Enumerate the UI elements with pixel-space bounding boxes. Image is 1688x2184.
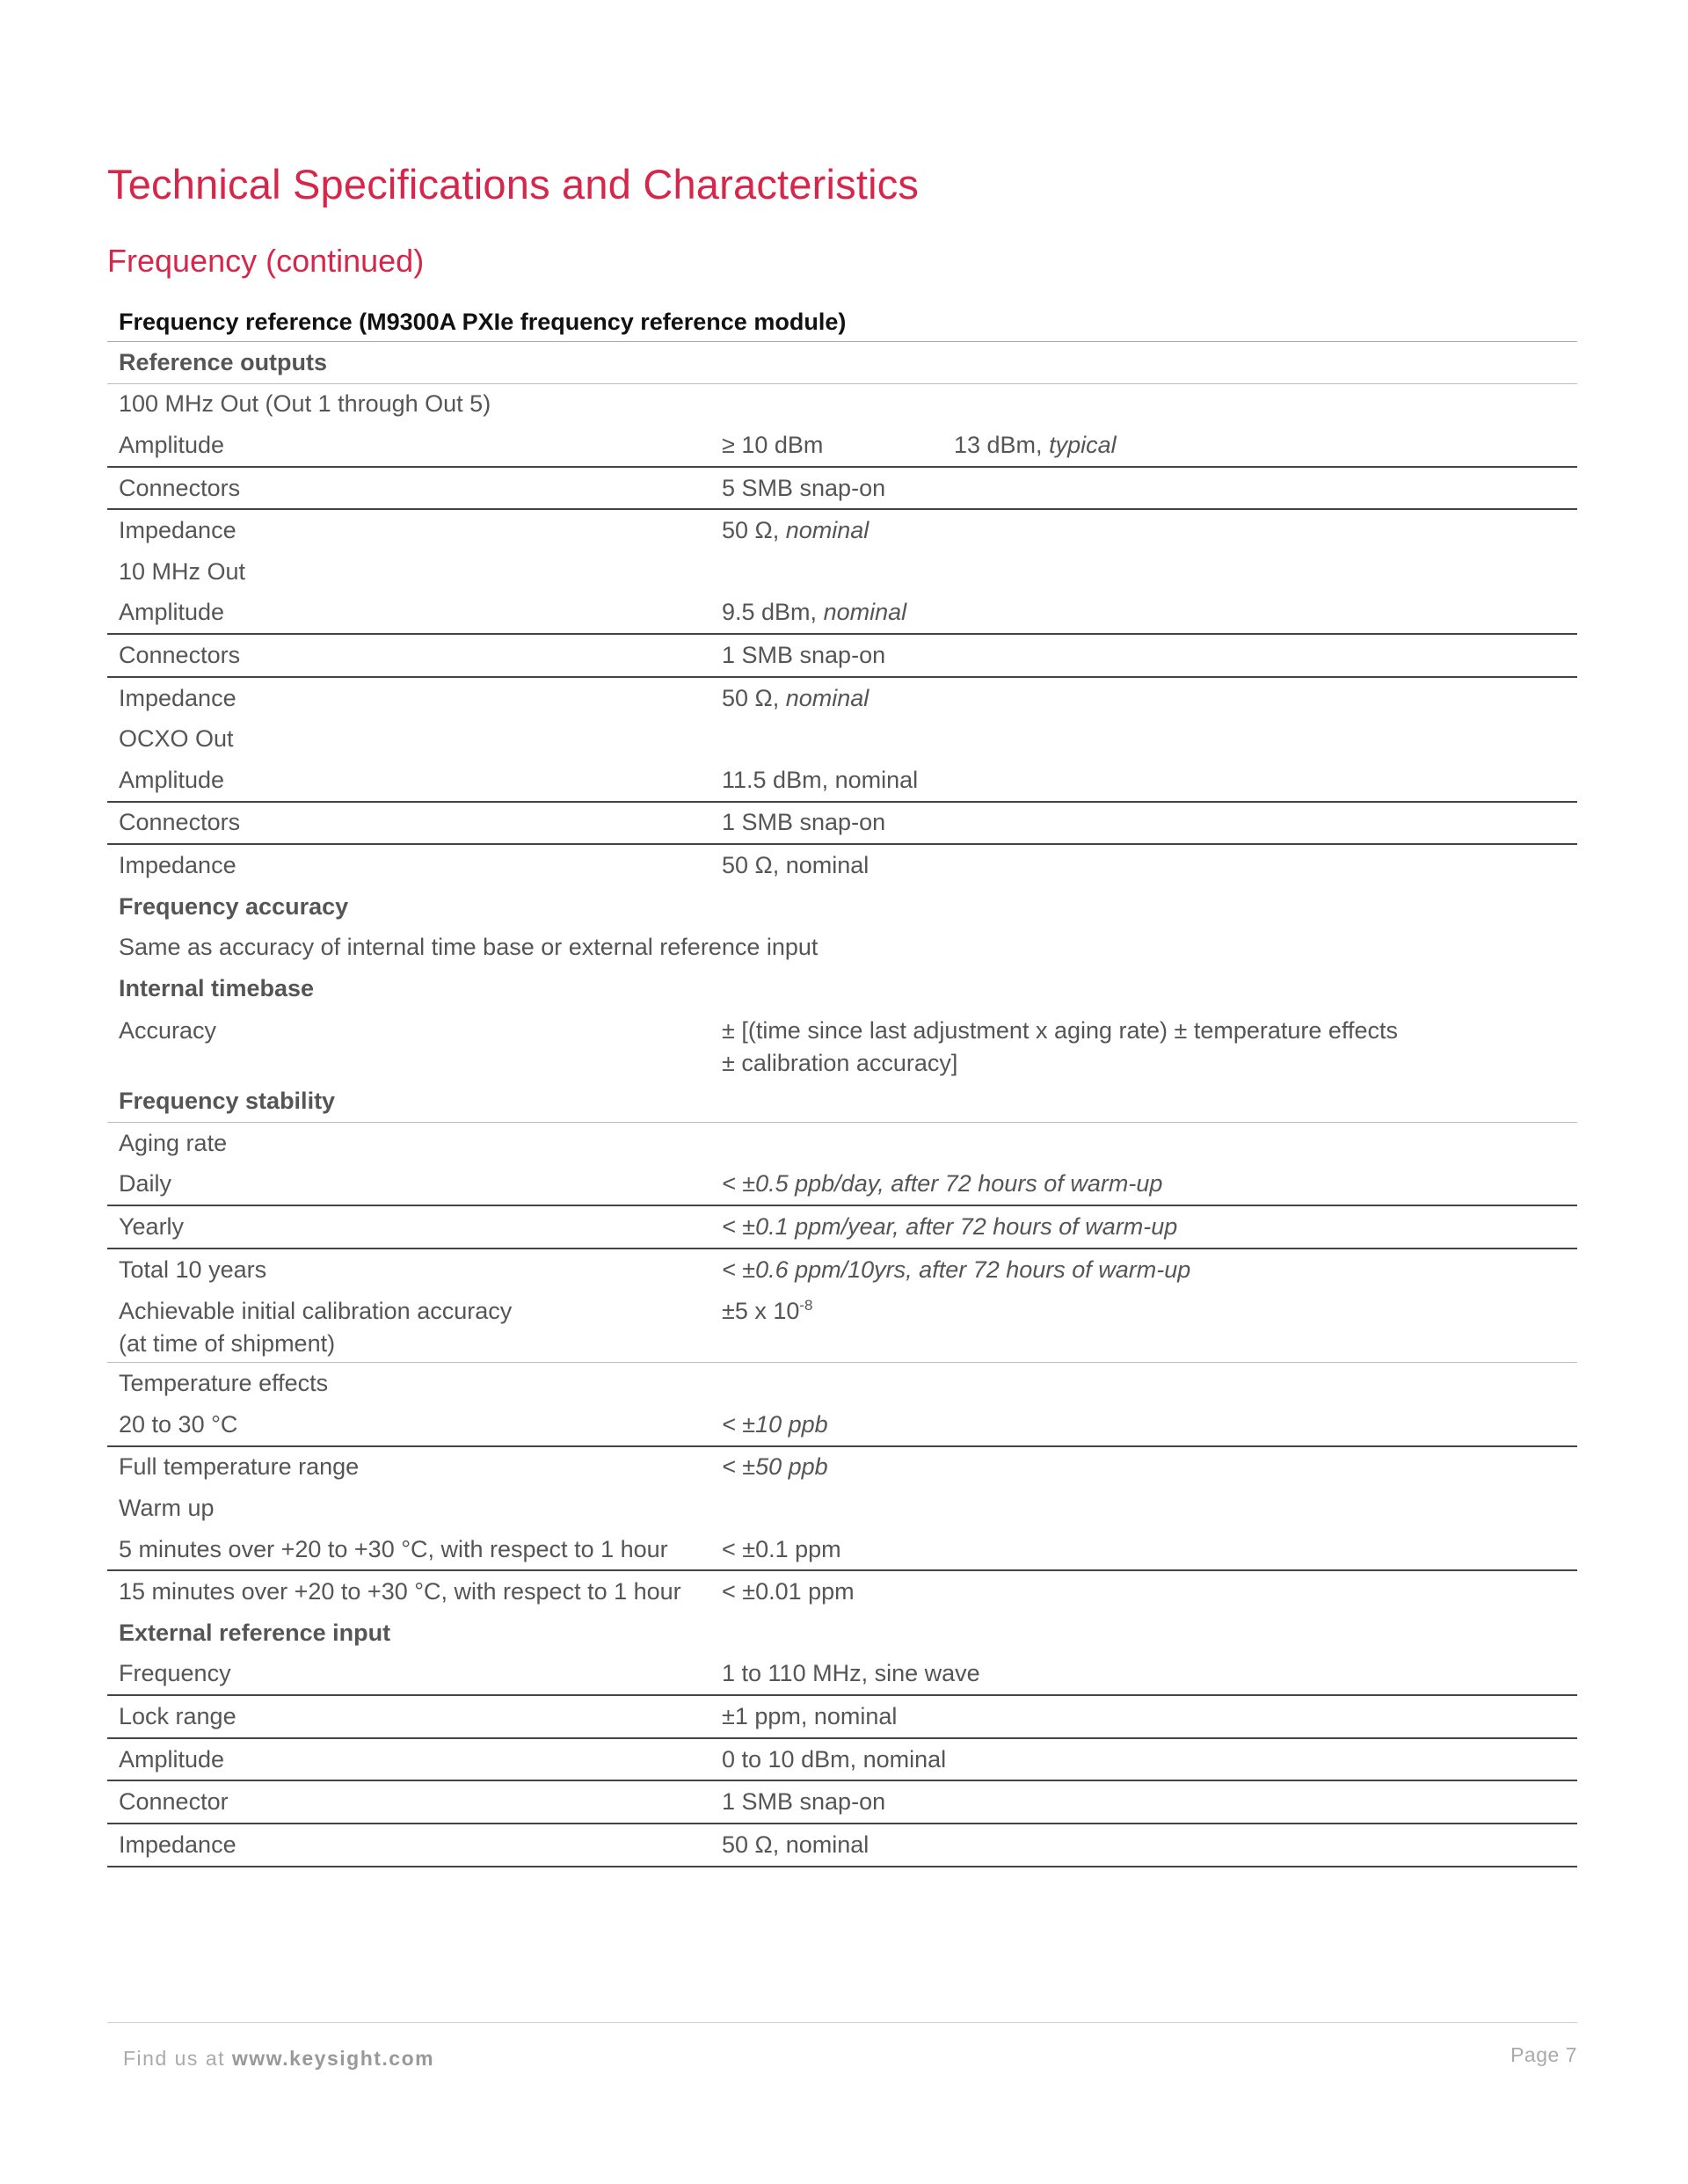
row-label: Accuracy bbox=[119, 1016, 217, 1044]
spec-table bbox=[107, 302, 1577, 1867]
table-row bbox=[107, 383, 1577, 425]
row-value: < ±0.1 ppm bbox=[710, 1529, 1577, 1571]
table-row bbox=[107, 927, 1577, 968]
row-label: 20 to 30 °C bbox=[107, 1404, 710, 1446]
row-label: Impedance bbox=[119, 851, 236, 878]
table-row bbox=[107, 886, 1577, 928]
table-row bbox=[107, 1290, 1577, 1363]
value-text: ±5 x 10 bbox=[722, 1298, 800, 1325]
table-row bbox=[107, 1695, 1577, 1738]
row-label: Full temperature range bbox=[119, 1453, 360, 1481]
page-number: Page 7 bbox=[1510, 2043, 1577, 2066]
table-row bbox=[107, 1205, 1577, 1249]
row-label: Total 10 years bbox=[119, 1256, 267, 1283]
row-label: Daily bbox=[107, 1164, 710, 1206]
table-row bbox=[107, 509, 1577, 551]
table-row bbox=[107, 718, 1577, 760]
row-value: < ±0.5 ppb/day, after 72 hours of warm-up bbox=[710, 1164, 1577, 1206]
table-row bbox=[107, 467, 1577, 510]
section-heading-reference-outputs: Reference outputs bbox=[107, 342, 1577, 384]
row-value bbox=[710, 677, 1577, 719]
footer-url-link[interactable]: www.keysight.com bbox=[231, 2047, 435, 2070]
table-row bbox=[107, 1081, 1577, 1123]
row-value: 11.5 dBm, nominal bbox=[710, 760, 1577, 802]
row-value: < ±0.01 ppm bbox=[722, 1578, 855, 1605]
table-row bbox=[107, 1363, 1577, 1404]
table-row bbox=[107, 760, 1577, 802]
table-row bbox=[107, 1780, 1577, 1824]
footer-find-text: Find us at bbox=[123, 2047, 232, 2070]
row-value: < ±0.1 ppm/year, after 72 hours of warm-up bbox=[710, 1205, 1577, 1249]
table-row bbox=[107, 1570, 1577, 1613]
table-row bbox=[107, 677, 1577, 719]
typical-value: 13 dBm, bbox=[954, 431, 1050, 458]
value-text: 50 Ω, bbox=[722, 684, 786, 711]
group-label: 100 MHz Out (Out 1 through Out 5) bbox=[119, 390, 491, 418]
section-heading-external-reference: External reference input bbox=[119, 1619, 391, 1646]
table-row bbox=[107, 1613, 1577, 1654]
table-row bbox=[107, 1249, 1577, 1291]
group-label: Aging rate bbox=[119, 1129, 228, 1156]
row-label: Connector bbox=[107, 1780, 710, 1824]
row-value: ±1 ppm, nominal bbox=[710, 1695, 1577, 1738]
value-text: 9.5 dBm, bbox=[722, 599, 824, 626]
table-row bbox=[107, 1738, 1577, 1781]
table-row bbox=[107, 342, 1577, 384]
row-label: Impedance bbox=[119, 684, 236, 711]
table-row bbox=[107, 1009, 1577, 1081]
table-row bbox=[107, 551, 1577, 593]
row-label: Amplitude bbox=[107, 425, 710, 467]
row-label bbox=[107, 1290, 710, 1363]
table-row bbox=[107, 1529, 1577, 1571]
row-label: Yearly bbox=[107, 1205, 710, 1249]
table-caption: Frequency reference (M9300A PXIe frequency reference module) bbox=[107, 302, 1577, 342]
row-value: 5 SMB snap-on bbox=[710, 467, 1577, 510]
value-qualifier: nominal bbox=[823, 599, 907, 626]
table-row bbox=[107, 634, 1577, 677]
row-value: 50 Ω, nominal bbox=[722, 851, 869, 878]
row-value: < ±0.6 ppm/10yrs, after 72 hours of warm-up bbox=[722, 1256, 1191, 1283]
value-exponent: -8 bbox=[799, 1297, 813, 1314]
document-page bbox=[107, 0, 1577, 2184]
value-qualifier: nominal bbox=[785, 684, 869, 711]
table-row bbox=[107, 844, 1577, 886]
section-subtitle: Frequency (continued) bbox=[107, 243, 425, 279]
table-row bbox=[107, 1488, 1577, 1529]
typical-qualifier: typical bbox=[1049, 431, 1117, 458]
row-label: Frequency bbox=[107, 1654, 710, 1696]
value-line: ± [(time since last adjustment x aging rate) ± temperature effects bbox=[722, 1016, 1398, 1044]
table-caption-row bbox=[107, 302, 1577, 342]
row-label: Amplitude bbox=[107, 1738, 710, 1781]
row-value: 1 to 110 MHz, sine wave bbox=[710, 1654, 1577, 1696]
row-label: Connectors bbox=[107, 802, 710, 845]
group-label: 10 MHz Out bbox=[119, 557, 246, 585]
section-heading-internal-timebase: Internal timebase bbox=[119, 974, 315, 1001]
section-heading-frequency-stability: Frequency stability bbox=[107, 1081, 1577, 1123]
row-value: 50 Ω, nominal bbox=[710, 1824, 1577, 1867]
row-value: 1 SMB snap-on bbox=[710, 802, 1577, 845]
group-label: OCXO Out bbox=[119, 725, 234, 753]
value-qualifier: nominal bbox=[785, 517, 869, 544]
row-value bbox=[710, 509, 1577, 551]
table-row bbox=[107, 968, 1577, 1009]
row-label: Impedance bbox=[119, 517, 236, 544]
row-value bbox=[710, 1009, 1577, 1081]
table-row bbox=[107, 1404, 1577, 1446]
table-row bbox=[107, 1164, 1577, 1206]
row-label: Connectors bbox=[107, 634, 710, 677]
row-value: < ±10 ppb bbox=[710, 1404, 1577, 1446]
row-value bbox=[710, 1290, 1577, 1363]
footer-find-us bbox=[123, 2047, 434, 2071]
row-label: Amplitude bbox=[107, 593, 710, 635]
table-row bbox=[107, 1446, 1577, 1489]
table-row bbox=[107, 593, 1577, 635]
table-row bbox=[107, 802, 1577, 845]
row-label: Amplitude bbox=[107, 760, 710, 802]
row-value: < ±50 ppb bbox=[722, 1453, 828, 1481]
row-value: 0 to 10 dBm, nominal bbox=[710, 1738, 1577, 1781]
row-value: 1 SMB snap-on bbox=[710, 634, 1577, 677]
value-line: ± calibration accuracy] bbox=[722, 1049, 958, 1076]
footer-divider bbox=[107, 2022, 1577, 2023]
group-label: Warm up bbox=[119, 1495, 215, 1522]
group-label: Temperature effects bbox=[119, 1370, 329, 1397]
section-heading-frequency-accuracy: Frequency accuracy bbox=[119, 892, 349, 920]
row-label: 5 minutes over +20 to +30 °C, with respect to 1 hour bbox=[107, 1529, 710, 1571]
table-row bbox=[107, 1654, 1577, 1696]
row-value: ≥ 10 dBm bbox=[710, 425, 942, 467]
row-value-typical bbox=[942, 425, 1577, 467]
row-label: Impedance bbox=[107, 1824, 710, 1867]
row-value: 1 SMB snap-on bbox=[710, 1780, 1577, 1824]
row-label: Connectors bbox=[107, 467, 710, 510]
table-row bbox=[107, 1123, 1577, 1164]
label-line: (at time of shipment) bbox=[119, 1330, 336, 1358]
page-title: Technical Specifications and Characteristics bbox=[107, 161, 920, 207]
row-text: Same as accuracy of internal time base or external reference input bbox=[119, 934, 819, 961]
row-label: Lock range bbox=[107, 1695, 710, 1738]
label-line: Achievable initial calibration accuracy bbox=[119, 1298, 513, 1325]
value-text: 50 Ω, bbox=[722, 517, 786, 544]
row-label: 15 minutes over +20 to +30 °C, with respect to 1 hour bbox=[119, 1578, 681, 1605]
row-value bbox=[710, 593, 1577, 635]
table-row bbox=[107, 425, 1577, 467]
table-row bbox=[107, 1824, 1577, 1867]
